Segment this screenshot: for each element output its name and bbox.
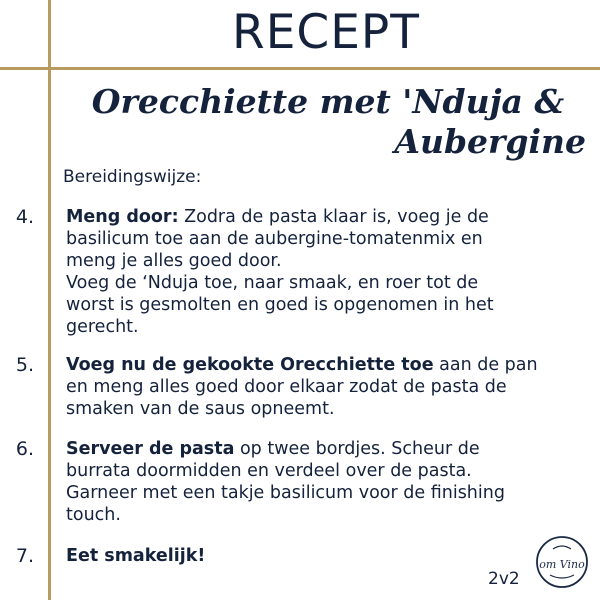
step-text <box>66 206 586 338</box>
page-number: 2v2 <box>488 569 520 589</box>
recipe-title-line-2: Aubergine <box>394 122 586 161</box>
step-line: smaken van de saus opneemt. <box>66 399 335 419</box>
recipe-title-line-1: Orecchiette met 'Nduja & <box>91 82 565 121</box>
step-text <box>66 354 586 420</box>
horizontal-gold-line <box>0 67 600 70</box>
step-number: 5. <box>15 354 34 376</box>
logo-icon <box>535 535 589 589</box>
step-line: meng je alles goed door. <box>66 251 282 271</box>
step-number: 6. <box>15 438 34 460</box>
page-title: RECEPT <box>232 5 420 60</box>
step-text <box>66 545 586 567</box>
step-line: Garneer met een takje basilicum voor de finishing <box>66 483 505 503</box>
step-number: 7. <box>15 545 34 567</box>
svg-text:om Vino: om Vino <box>539 558 585 571</box>
step-number: 4. <box>15 206 34 228</box>
step-line: gerecht. <box>66 317 139 337</box>
step-line: Zodra de pasta klaar is, voeg je de <box>178 207 489 227</box>
step-bold-lead: Voeg nu de gekookte Orecchiette toe <box>66 355 434 375</box>
step-line: burrata doormidden en verdeel over de pasta. <box>66 461 472 481</box>
step-text <box>66 438 586 526</box>
step-line: Voeg de ‘Nduja toe, naar smaak, en roer tot de <box>66 273 479 293</box>
step-line: touch. <box>66 505 121 525</box>
step-line: worst is gesmolten en goed is opgenomen in het <box>66 295 494 315</box>
step-line: aan de pan <box>433 355 538 375</box>
step-bold-lead: Meng door: <box>66 207 179 227</box>
brand-logo <box>535 535 589 589</box>
step-line: en meng alles goed door elkaar zodat de pasta de <box>66 377 507 397</box>
step-line: basilicum toe aan de aubergine-tomatenmix en <box>66 229 483 249</box>
step-bold-lead: Eet smakelijk! <box>66 546 206 566</box>
vertical-gold-line <box>48 0 51 600</box>
subheading-bereidingswijze: Bereidingswijze: <box>63 167 202 187</box>
step-bold-lead: Serveer de pasta <box>66 439 235 459</box>
step-line: op twee bordjes. Scheur de <box>234 439 480 459</box>
recipe-title <box>60 82 586 162</box>
